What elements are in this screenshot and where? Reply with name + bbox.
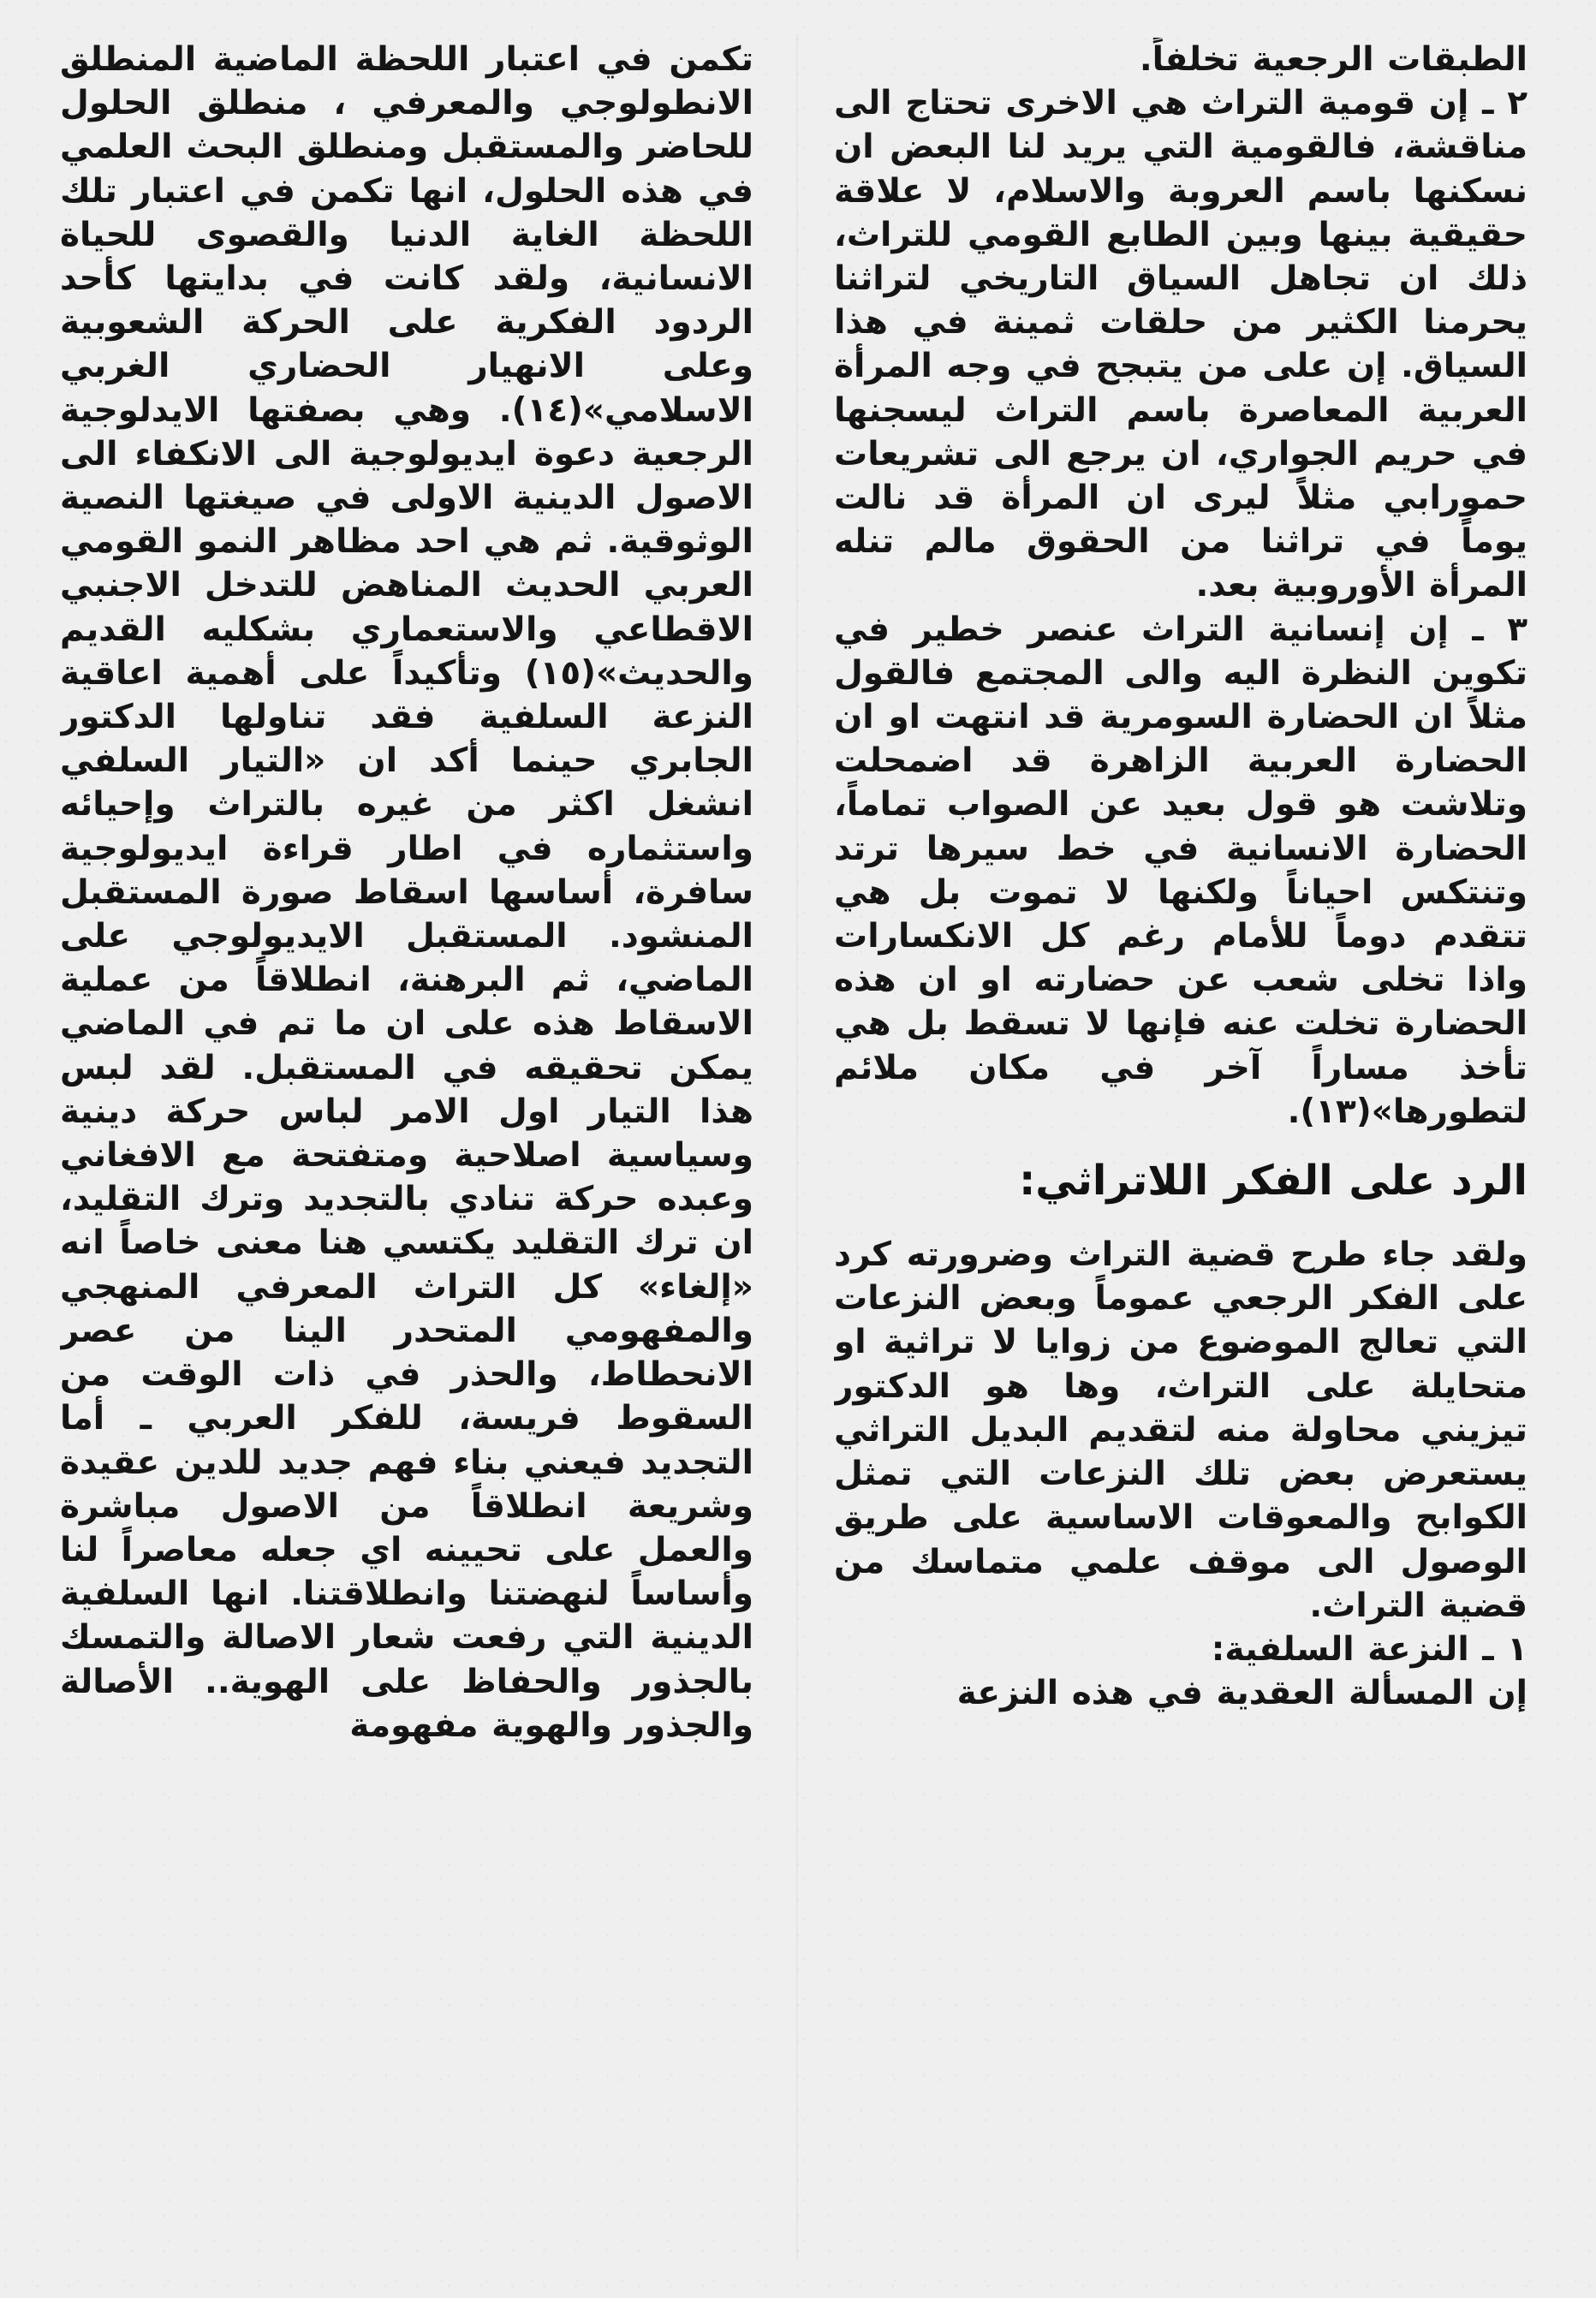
right-column-paragraph-1: الطبقات الرجعية تخلفاً. — [1139, 40, 1528, 79]
right-column-paragraph-2: ٢ ـ إن قومية التراث هي الاخرى تحتاج الى مناقشة، فالقومية التي يريد لنا البعض ان نسكنها باسم العروبة والاسلام، لا علاقة حقيقية بينها وبين الطابع القومي للتراث، ذلك ان تجاهل السياق التاريخي لتراثنا يحرمنا الكثير من حلقات ثمينة في هذا السياق. إن على من يتبجح في وجه المرأة العربية المعاصرة باسم التراث ليسجنها في حريم الجواري، ان يرجع الى تشريعات حمورابي مثلاً ليرى ان المرأة قد نالت يوماً في تراثنا من الحقوق مالم تنله المرأة الأوروبية بعد. — [834, 84, 1528, 605]
right-column-paragraph-3: ٣ ـ إن إنسانية التراث عنصر خطير في تكوين النظرة اليه والى المجتمع فالقول مثلاً ان الحضارة السومرية قد انتهت او ان الحضارة العربية الزاهرة قد اضمحلت وتلاشت هو قول بعيد عن الصواب تماماً، الحضارة الانسانية في خط سيرها ترتد وتنتكس احياناً ولكنها لا تموت بل هي تتقدم دوماً للأمام رغم كل الانكسارات واذا تخلى شعب عن حضارته او ان هذه الحضارة تخلت عنه فإنها لا تسقط بل هي تأخذ مساراً آخر في مكان ملائم لتطورها»(١٣). — [834, 610, 1528, 1131]
left-text-column — [60, 38, 753, 2281]
right-column-after-heading: ولقد جاء طرح قضية التراث وضرورته كرد على الفكر الرجعي عموماً وبعض النزعات التي تعالج الموضوع من زوايا لا تراثية او متحايلة على التراث، وها هو الدكتور تيزيني محاولة منه لتقديم البديل التراثي يستعرض بعض تلك النزعات التي تمثل الكوابح والمعوقات الاساسية على طريق الوصول الى موقف علمي متماسك من قضية التراث. — [834, 1235, 1528, 1625]
column-gutter — [796, 34, 798, 2260]
salafi-tendency-subheading: ١ ـ النزعة السلفية: — [1211, 1629, 1528, 1669]
section-heading: الرد على الفكر اللاتراثي: — [1019, 1157, 1528, 1206]
right-column-last-line: إن المسألة العقدية في هذه النزعة — [956, 1674, 1528, 1713]
left-column-continuation-text: تكمن في اعتبار اللحظة الماضية المنطلق الانطولوجي والمعرفي ، منطلق الحلول للحاضر والمستقبل ومنطلق البحث العلمي في هذه الحلول، انها تكمن في اعتبار تلك اللحظة الغاية الدنيا والقصوى للحياة الانسانية، ولقد كانت في بدايتها كأحد الردود الفكرية على الحركة الشعوبية وعلى الانهيار الحضاري الغربي الاسلامي»(١٤). وهي بصفتها الايدلوجية الرجعية دعوة ايديولوجية الى الانكفاء الى الاصول الدينية الاولى في صيغتها النصية الوثوقية. ثم هي احد مظاهر النمو القومي العربي الحديث المناهض للتدخل الاجنبي الاقطاعي والاستعماري بشكليه القديم والحديث»(١٥) وتأكيداً على أهمية اعاقية النزعة السلفية فقد تناولها الدكتور الجابري حينما أكد ان «التيار السلفي انشغل اكثر من غيره بالتراث وإحيائه واستثماره في اطار قراءة ايديولوجية سافرة، أساسها اسقاط صورة المستقبل المنشود. المستقبل الايديولوجي على الماضي، ثم البرهنة، انطلاقاً من عملية الاسقاط هذه على ان ما تم في الماضي يمكن تحقيقه في المستقبل. لقد لبس هذا التيار اول الامر لباس حركة دينية وسياسية اصلاحية ومتفتحة مع الافغاني وعبده حركة تنادي بالتجديد وترك التقليد، ان ترك التقليد يكتسي هنا معنى خاصاً انه «إلغاء» كل التراث المعرفي المنهجي والمفهومي المتحدر الينا من عصر الانحطاط، والحذر في ذات الوقت من السقوط فريسة، للفكر العربي ـ أما التجديد فيعني بناء فهم جديد للدين عقيدة وشريعة انطلاقاً من الاصول مباشرة والعمل على تحيينه اي جعله معاصراً لنا وأساساً لنهضتنا وانطلاقتنا. انها السلفية الدينية التي رفعت شعار الاصالة والتمسك بالجذور والحفاظ على الهوية.. الأصالة والجذور والهوية مفهومة — [60, 40, 753, 1745]
right-text-column — [834, 38, 1528, 2281]
